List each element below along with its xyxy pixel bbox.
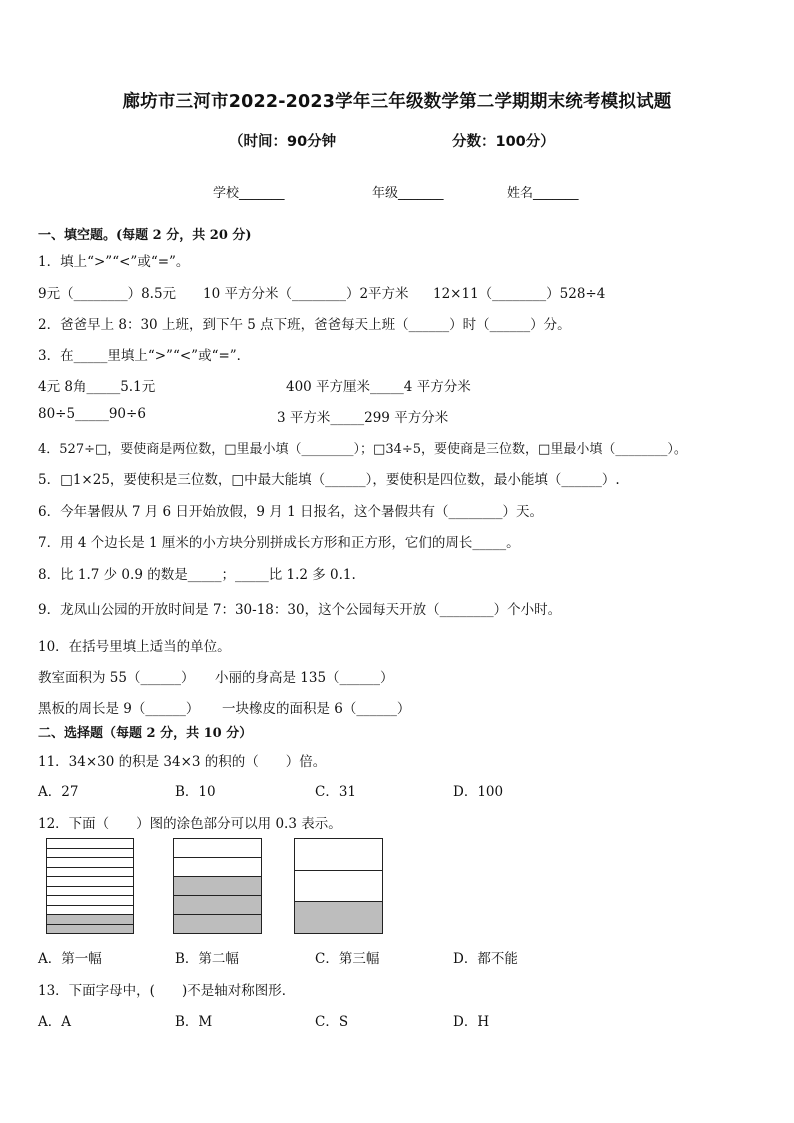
section-choice-heading: 二、选择题（每题 2 分，共 10 分）	[38, 726, 253, 741]
question-7: 7．用 4 个边长是 1 厘米的小方块分别拼成长方形和正方形，它们的周长_____。	[38, 535, 520, 551]
q12-option-b[interactable]: B．第二幅	[175, 951, 239, 967]
question-4: 4．527÷□，要使商是两位数，□里最小填（________）；□34÷5，要使商是三位数，□里最小填（________）。	[38, 442, 687, 457]
grade-field[interactable]: 年级_______	[372, 186, 444, 201]
figure-2	[173, 838, 262, 934]
q1-item-3: 12×11（________）528÷4	[433, 286, 606, 302]
q10-item-2: 小丽的身高是 135（______）	[215, 670, 394, 686]
q3-item-2: 400 平方厘米_____4 平方分米	[286, 379, 471, 395]
exam-time: （时间：90分钟	[229, 134, 337, 150]
question-9: 9．龙凤山公园的开放时间是 7：30-18：30，这个公园每天开放（________）个小时。	[38, 602, 562, 618]
section-fill-in-heading: 一、填空题。(每题 2 分，共 20 分)	[38, 228, 252, 243]
q13-option-d[interactable]: D．H	[453, 1014, 490, 1030]
q11-option-c[interactable]: C．31	[315, 784, 357, 800]
q12-option-d[interactable]: D．都不能	[453, 951, 518, 967]
question-6: 6．今年暑假从 7 月 6 日开始放假，9 月 1 日报名，这个暑假共有（________）天。	[38, 504, 543, 520]
question-1: 1．填上“>”“<”或“=”。	[38, 254, 190, 270]
q10-item-1: 教室面积为 55（______）	[38, 670, 195, 686]
q10-item-3: 黑板的周长是 9（______）	[38, 701, 200, 717]
page-title: 廊坊市三河市2022-2023学年三年级数学第二学期期末统考模拟试题	[122, 92, 672, 112]
question-8: 8．比 1.7 少 0.9 的数是_____；_____比 1.2 多 0.1.	[38, 567, 356, 583]
q1-item-2: 10 平方分米（________）2平方米	[203, 286, 409, 302]
q10-item-4: 一块橡皮的面积是 6（______）	[222, 701, 411, 717]
q12-option-c[interactable]: C．第三幅	[315, 951, 380, 967]
figure-1	[46, 838, 134, 934]
q1-item-1: 9元（________）8.5元	[38, 286, 177, 302]
q3-item-4: 3 平方米_____299 平方分米	[277, 410, 449, 426]
figure-3	[294, 838, 383, 934]
question-13: 13．下面字母中，( )不是轴对称图形．	[38, 983, 296, 999]
q12-option-a[interactable]: A．第一幅	[38, 951, 102, 967]
question-2: 2．爸爸早上 8：30 上班，到下午 5 点下班，爸爸每天上班（______）时（______）分。	[38, 317, 571, 333]
q13-option-c[interactable]: C．S	[315, 1014, 349, 1030]
q11-option-a[interactable]: A．27	[38, 784, 79, 800]
question-10: 10．在括号里填上适当的单位。	[38, 639, 231, 655]
question-12: 12．下面（ ）图的涂色部分可以用 0.3 表示。	[38, 816, 342, 832]
q3-item-3: 80÷5_____90÷6	[38, 406, 146, 422]
question-5: 5．□1×25，要使积是三位数，□中最大能填（______），要使积是四位数，最小能填（______）.	[38, 472, 620, 488]
school-field[interactable]: 学校_______	[213, 186, 285, 201]
name-field[interactable]: 姓名_______	[507, 186, 579, 201]
question-3: 3．在_____里填上“>”“<”或“=”．	[38, 348, 251, 364]
exam-score: 分数：100分）	[452, 134, 555, 150]
q3-item-1: 4元 8角_____5.1元	[38, 379, 156, 395]
question-11: 11．34×30 的积是 34×3 的积的（ ）倍。	[38, 754, 327, 770]
q11-option-b[interactable]: B．10	[175, 784, 216, 800]
q13-option-a[interactable]: A．A	[38, 1014, 71, 1030]
q13-option-b[interactable]: B．M	[175, 1014, 213, 1030]
q11-option-d[interactable]: D．100	[453, 784, 504, 800]
